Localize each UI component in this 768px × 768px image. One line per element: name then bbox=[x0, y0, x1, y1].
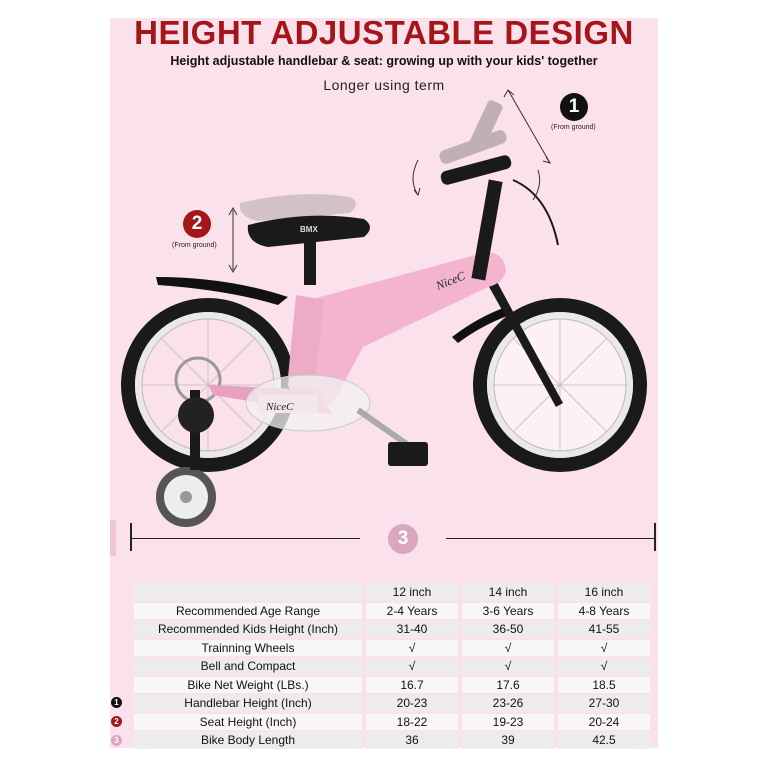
table-cell: √ bbox=[366, 658, 458, 675]
table-row bbox=[134, 714, 650, 731]
handlebar-caption: (From ground) bbox=[551, 124, 596, 131]
row-label: Bell and Compact bbox=[134, 658, 362, 675]
dimension-tick-left bbox=[130, 523, 132, 551]
frame-brand: NiceC bbox=[433, 268, 467, 293]
row-label: Handlebar Height (Inch) bbox=[134, 695, 362, 712]
table-cell: 16.7 bbox=[366, 677, 458, 694]
front-wheel bbox=[480, 305, 640, 465]
table-cell: 17.6 bbox=[462, 677, 554, 694]
dimension-line-right bbox=[446, 538, 654, 539]
row-label: Bike Body Length bbox=[134, 732, 362, 749]
table-cell: √ bbox=[462, 640, 554, 657]
row-label: Trainning Wheels bbox=[134, 640, 362, 657]
table-cell: 19-23 bbox=[462, 714, 554, 731]
seat-brand: BMX bbox=[300, 225, 318, 234]
table-cell: 36 bbox=[366, 732, 458, 749]
table-header-cell bbox=[134, 584, 362, 601]
table-cell: 3-6 Years bbox=[462, 603, 554, 620]
table-row bbox=[134, 603, 650, 620]
chain-guard bbox=[246, 375, 370, 431]
dimension-accent bbox=[110, 520, 116, 556]
table-cell: 41-55 bbox=[558, 621, 650, 638]
row-marker-length: 3 bbox=[111, 735, 122, 746]
row-label: Seat Height (Inch) bbox=[134, 714, 362, 731]
table-cell: 18-22 bbox=[366, 714, 458, 731]
table-header-cell: 16 inch bbox=[558, 584, 650, 601]
row-marker-seat: 2 bbox=[111, 716, 122, 727]
row-label: Recommended Age Range bbox=[134, 603, 362, 620]
table-cell: √ bbox=[558, 658, 650, 675]
guard-brand: NiceC bbox=[266, 401, 294, 413]
page-subtitle: Height adjustable handlebar & seat: growing up with your kids' together bbox=[170, 54, 598, 68]
table-header-cell: 12 inch bbox=[366, 584, 458, 601]
pedal bbox=[358, 410, 428, 466]
table-cell: √ bbox=[462, 658, 554, 675]
table-cell: 20-23 bbox=[366, 695, 458, 712]
seat-height-badge: 2 bbox=[183, 210, 211, 238]
spec-table bbox=[134, 582, 650, 751]
table-cell: 31-40 bbox=[366, 621, 458, 638]
table-cell: √ bbox=[366, 640, 458, 657]
table-cell: √ bbox=[558, 640, 650, 657]
seat bbox=[248, 216, 370, 285]
table-cell: 27-30 bbox=[558, 695, 650, 712]
table-row bbox=[134, 677, 650, 694]
handlebar-ghost bbox=[438, 99, 509, 166]
body-length-badge: 3 bbox=[388, 524, 418, 554]
table-cell: 23-26 bbox=[462, 695, 554, 712]
table-header-row bbox=[134, 584, 650, 601]
table-cell: 4-8 Years bbox=[558, 603, 650, 620]
seat-adjust-arrow bbox=[229, 208, 237, 272]
tagline: Longer using term bbox=[323, 77, 445, 93]
row-label: Recommended Kids Height (Inch) bbox=[134, 621, 362, 638]
seat-caption: (From ground) bbox=[172, 242, 217, 249]
table-row bbox=[134, 621, 650, 638]
row-label: Bike Net Weight (LBs.) bbox=[134, 677, 362, 694]
table-cell: 36-50 bbox=[462, 621, 554, 638]
table-cell: 20-24 bbox=[558, 714, 650, 731]
table-cell: 2-4 Years bbox=[366, 603, 458, 620]
page-title: HEIGHT ADJUSTABLE DESIGN bbox=[134, 14, 634, 51]
dimension-tick-right bbox=[654, 523, 656, 551]
table-cell: 18.5 bbox=[558, 677, 650, 694]
handlebar-height-badge: 1 bbox=[560, 93, 588, 121]
bike-illustration bbox=[118, 85, 658, 535]
dimension-line-left bbox=[132, 538, 360, 539]
table-cell: 39 bbox=[462, 732, 554, 749]
table-cell: 42.5 bbox=[558, 732, 650, 749]
table-row bbox=[134, 640, 650, 657]
table-row bbox=[134, 695, 650, 712]
table-row bbox=[134, 658, 650, 675]
table-row bbox=[134, 732, 650, 749]
row-marker-handlebar: 1 bbox=[111, 697, 122, 708]
table-header-cell: 14 inch bbox=[462, 584, 554, 601]
